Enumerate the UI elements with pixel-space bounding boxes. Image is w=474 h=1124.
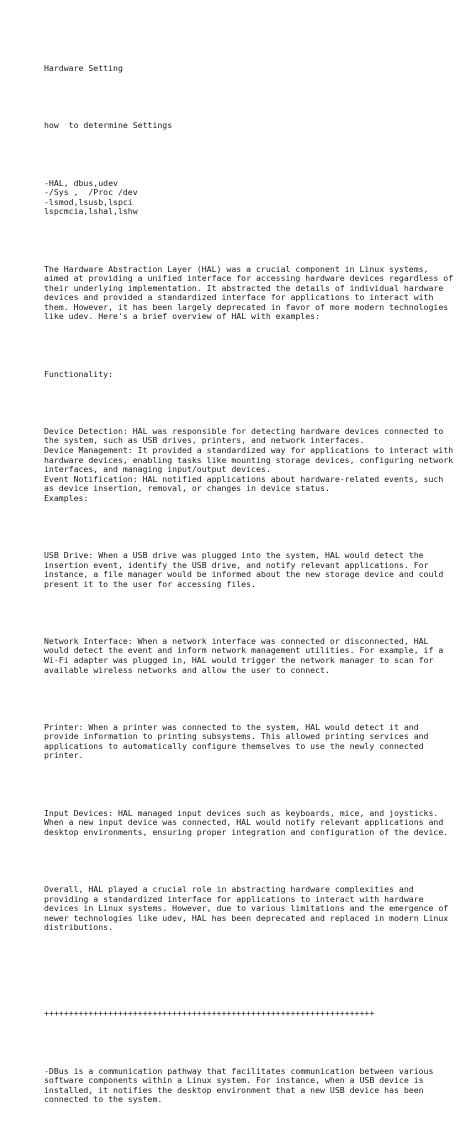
document-title: Hardware Setting — [44, 63, 123, 74]
blank-line — [44, 981, 464, 991]
text-line: -HAL, dbus,udev — [44, 177, 118, 188]
text-line: software components within a Linux system. For instance, when a USB device is — [44, 1075, 424, 1086]
text-line: -DBus is a communication pathway that facilitates communication between various — [44, 1065, 434, 1076]
functionality-heading: Functionality: — [44, 368, 114, 379]
text-line: desktop environments, ensuring proper integration and configuration of the device. — [44, 826, 449, 837]
blank-line — [44, 856, 464, 866]
overall-paragraph — [44, 885, 464, 933]
text-line: Device Management: It provided a standardized way for applications to interact with — [44, 444, 454, 455]
blank-line — [44, 522, 464, 532]
document-subtitle: how to determine Settings — [44, 120, 173, 131]
printer-paragraph — [44, 723, 464, 761]
text-line: the system, such as USB drives, printers, and network interfaces. — [44, 435, 365, 446]
text-line: them. However, it has been largely deprecated in favor of more modern technologies — [44, 301, 449, 312]
text-line: distributions. — [44, 922, 114, 933]
blank-line — [44, 780, 464, 790]
text-line: installed, it notifies the desktop environment that a new USB device has been — [44, 1084, 424, 1095]
dbus-paragraph — [44, 1067, 464, 1105]
network-interface-paragraph — [44, 637, 464, 675]
blank-line — [44, 236, 464, 246]
text-line: When a new input device was connected, HAL would notify relevant applications and — [44, 817, 444, 828]
text-line: Device Detection: HAL was responsible for detecting hardware devices connected to — [44, 425, 444, 436]
text-line: Printer: When a printer was connected to the system, HAL would detect it and — [44, 721, 419, 732]
text-line: printer. — [44, 750, 84, 761]
text-line: instance, a file manager would be informed about the new storage device and could — [44, 569, 444, 580]
text-line: would detect the event and inform network management utilities. For example, if a — [44, 645, 444, 656]
intro-paragraph — [44, 265, 464, 322]
text-line: their underlying implementation. It abstracted the details of individual hardware — [44, 282, 444, 293]
input-devices-paragraph — [44, 809, 464, 838]
text-line: interfaces, and managing input/output devices. — [44, 464, 271, 475]
functionality-paragraph — [44, 427, 464, 503]
text-line: as device insertion, removal, or changes in device status. — [44, 483, 330, 494]
text-line: Examples: — [44, 492, 89, 503]
text-line: Input Devices: HAL managed input devices such as keyboards, mice, and joysticks. — [44, 807, 439, 818]
text-line: Event Notification: HAL notified applications about hardware-related events, such — [44, 473, 444, 484]
text-line: -lsmod,lsusb,lspci — [44, 196, 133, 207]
text-line: connected to the system. — [44, 1094, 163, 1105]
separator-line: +++++++++++++++++++++++++++++++++++++++++++++++++++++++++++++++++++ — [44, 1008, 375, 1019]
text-line: aimed at providing a unified interface for accessing hardware devices regardless of — [44, 273, 454, 284]
blank-line — [44, 1038, 464, 1048]
text-line: devices and provided a standardized interface for applications to interact with — [44, 292, 434, 303]
text-line: insertion event, identify the USB drive, and notify relevant applications. For — [44, 559, 429, 570]
text-line: USB Drive: When a USB drive was plugged into the system, HAL would detect the — [44, 549, 424, 560]
text-line: Wi-Fi adapter was plugged in, HAL would trigger the network manager to scan for — [44, 655, 434, 665]
blank-line — [44, 341, 464, 351]
commands-block — [44, 179, 464, 217]
blank-line — [44, 398, 464, 408]
blank-line — [44, 952, 464, 962]
text-line: applications to automatically configure themselves to use the newly connected — [44, 740, 424, 751]
text-line: like udev. Here's a brief overview of HAL with examples: — [44, 311, 321, 322]
text-line: devices in Linux systems. However, due to various limitations and the emergence of — [44, 903, 449, 914]
text-line: provide information to printing subsystems. This allowed printing services and — [44, 731, 429, 742]
text-line: Overall, HAL played a crucial role in abstracting hardware complexities and — [44, 884, 414, 895]
text-line: lspcmcia,lshal,lshw — [44, 206, 138, 217]
text-line: present it to the user for accessing files. — [44, 578, 256, 589]
text-line: -/Sys , /Proc /dev — [44, 187, 138, 198]
blank-line — [44, 694, 464, 704]
blank-line — [44, 93, 464, 103]
blank-line — [44, 608, 464, 618]
text-line: The Hardware Abstraction Layer (HAL) was a crucial component in Linux systems, — [44, 263, 429, 274]
blank-line — [44, 150, 464, 160]
text-line: available wireless networks and allow the user to connect. — [44, 664, 330, 675]
usb-drive-paragraph — [44, 551, 464, 589]
text-line: hardware devices, enabling tasks like mounting storage devices, configuring network — [44, 454, 454, 465]
text-line: newer technologies like udev, HAL has been deprecated and replaced in modern Linux — [44, 912, 449, 923]
text-line: Network Interface: When a network interface was connected or disconnected, HAL — [44, 635, 429, 646]
text-line: providing a standardized interface for applications to interact with hardware — [44, 893, 424, 904]
document-body — [44, 45, 464, 1124]
